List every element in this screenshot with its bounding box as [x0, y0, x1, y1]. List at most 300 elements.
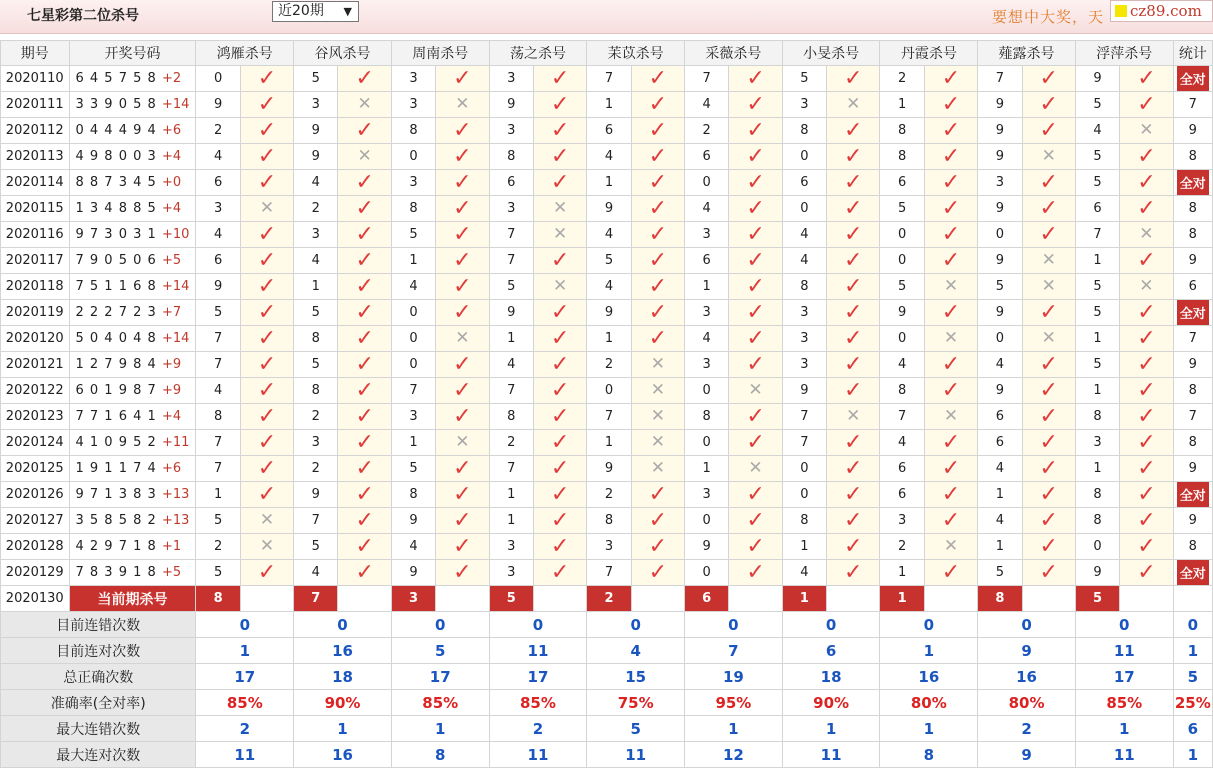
- period-cell: 2020110: [1, 66, 70, 92]
- kill-number-cell: 3: [685, 352, 729, 378]
- draw-plus-number: +5: [161, 565, 182, 580]
- draw-plus-number: +0: [161, 175, 182, 190]
- check-icon: ✓: [746, 91, 765, 117]
- result-mark-cell: [1022, 378, 1075, 404]
- check-icon: ✓: [648, 195, 668, 221]
- result-mark-cell: [533, 560, 586, 586]
- empty-cell: [1173, 586, 1212, 612]
- kill-number-cell: 3: [489, 66, 533, 92]
- check-icon: ✓: [844, 273, 863, 299]
- result-mark-cell: [1120, 300, 1173, 326]
- result-mark-cell: [436, 300, 489, 326]
- cross-icon: ✕: [455, 94, 470, 114]
- kill-number-cell: 1: [978, 534, 1022, 560]
- result-mark-cell: [338, 456, 391, 482]
- kill-number-cell: 7: [587, 66, 631, 92]
- result-mark-cell: [338, 300, 391, 326]
- check-icon: ✓: [257, 351, 277, 377]
- kill-number-cell: 1: [1075, 456, 1119, 482]
- check-icon: ✓: [941, 481, 961, 507]
- draw-digits: 7 9 0 5 0 6: [75, 253, 157, 268]
- summary-value: 11: [489, 638, 587, 664]
- result-mark-cell: [924, 456, 977, 482]
- kill-number-cell: 6: [978, 430, 1022, 456]
- summary-value: 1: [685, 716, 783, 742]
- check-icon: ✓: [550, 507, 570, 533]
- kill-number-cell: 0: [978, 222, 1022, 248]
- kill-number-cell: 7: [587, 404, 631, 430]
- check-icon: ✓: [648, 117, 668, 143]
- draw-plus-number: +10: [161, 227, 190, 242]
- header-expert: 采薇杀号: [685, 41, 783, 66]
- stat-cell: 8: [1173, 534, 1212, 560]
- result-mark-cell: [338, 430, 391, 456]
- check-icon: ✓: [355, 117, 374, 143]
- kill-number-cell: 8: [1075, 482, 1119, 508]
- draw-numbers-cell: [69, 118, 196, 144]
- check-icon: ✓: [648, 507, 668, 533]
- check-icon: ✓: [355, 533, 374, 559]
- kill-number-cell: 5: [1075, 274, 1119, 300]
- check-icon: ✓: [1039, 65, 1058, 91]
- site-logo[interactable]: [1110, 0, 1213, 22]
- draw-numbers-cell: [69, 430, 196, 456]
- kill-number-cell: 3: [782, 300, 826, 326]
- kill-number-cell: 4: [978, 508, 1022, 534]
- check-icon: ✓: [1039, 169, 1058, 195]
- kill-number-cell: 8: [391, 118, 435, 144]
- check-icon: ✓: [1137, 455, 1156, 481]
- draw-numbers-cell: [69, 66, 196, 92]
- summary-label: 最大连错次数: [1, 716, 196, 742]
- result-mark-cell: [533, 404, 586, 430]
- check-icon: ✓: [844, 429, 863, 455]
- stat-cell: 7: [1173, 92, 1212, 118]
- stat-cell: 7: [1173, 326, 1212, 352]
- kill-number-cell: 5: [978, 560, 1022, 586]
- draw-numbers-cell: [69, 144, 196, 170]
- result-mark-cell: [240, 170, 293, 196]
- draw-digits: 7 7 1 6 4 1: [75, 409, 157, 424]
- check-icon: ✓: [257, 403, 277, 429]
- stat-cell: 7: [1173, 404, 1212, 430]
- check-icon: ✓: [746, 507, 765, 533]
- kill-number-cell: 9: [587, 196, 631, 222]
- table-row: [1, 274, 1213, 300]
- check-icon: ✓: [1039, 429, 1058, 455]
- check-icon: ✓: [550, 91, 570, 117]
- result-mark-cell: [1120, 92, 1173, 118]
- kill-number-cell: 0: [685, 560, 729, 586]
- draw-digits: 0 4 4 4 9 4: [75, 123, 157, 138]
- current-kill-cell: [587, 586, 631, 612]
- current-kill-number: 5: [1076, 586, 1119, 611]
- header-expert: 谷风杀号: [294, 41, 392, 66]
- check-icon: ✓: [453, 221, 472, 247]
- result-mark-cell: [631, 404, 684, 430]
- current-period-cell: 2020130: [1, 586, 70, 612]
- result-mark-cell: [729, 560, 782, 586]
- draw-numbers-cell: [69, 404, 196, 430]
- period-cell: 2020120: [1, 326, 70, 352]
- draw-digits: 8 8 7 3 4 5: [75, 175, 157, 190]
- summary-label: 目前连错次数: [1, 612, 196, 638]
- kill-number-cell: 4: [782, 560, 826, 586]
- summary-value: 85%: [391, 690, 489, 716]
- all-correct-badge: 全对: [1177, 66, 1209, 91]
- result-mark-cell: [240, 430, 293, 456]
- kill-number-cell: 8: [782, 118, 826, 144]
- kill-number-cell: 5: [391, 222, 435, 248]
- summary-value: 0: [685, 612, 783, 638]
- check-icon: ✓: [1137, 65, 1156, 91]
- kill-number-cell: 9: [978, 118, 1022, 144]
- result-mark-cell: [729, 274, 782, 300]
- kill-number-cell: 6: [685, 144, 729, 170]
- result-mark-cell: [827, 430, 880, 456]
- result-mark-cell: [533, 482, 586, 508]
- kill-number-cell: 3: [489, 118, 533, 144]
- kill-number-cell: 9: [196, 274, 240, 300]
- kill-number-cell: 1: [196, 482, 240, 508]
- result-mark-cell: [924, 560, 977, 586]
- logo-text: cz89.com: [1130, 2, 1202, 20]
- check-icon: ✓: [746, 351, 765, 377]
- result-mark-cell: [533, 274, 586, 300]
- table-row: [1, 456, 1213, 482]
- current-period-row: [1, 586, 1213, 612]
- result-mark-cell: [631, 534, 684, 560]
- cross-icon: ✕: [650, 406, 665, 426]
- kill-number-cell: 4: [391, 274, 435, 300]
- period-cell: 2020124: [1, 430, 70, 456]
- kill-number-cell: 3: [489, 196, 533, 222]
- kill-number-cell: 4: [294, 560, 338, 586]
- draw-numbers-cell: [69, 352, 196, 378]
- summary-value: 85%: [1075, 690, 1173, 716]
- result-mark-cell: [1022, 274, 1075, 300]
- result-mark-cell: [338, 560, 391, 586]
- result-mark-cell: [729, 170, 782, 196]
- summary-label: 目前连对次数: [1, 638, 196, 664]
- kill-number-cell: 7: [978, 66, 1022, 92]
- draw-numbers-cell: [69, 196, 196, 222]
- cross-icon: ✕: [748, 458, 763, 478]
- result-mark-cell: [533, 508, 586, 534]
- result-mark-cell: [729, 222, 782, 248]
- kill-number-cell: 1: [1075, 378, 1119, 404]
- check-icon: ✓: [648, 533, 668, 559]
- result-mark-cell: [827, 222, 880, 248]
- result-mark-cell: [533, 300, 586, 326]
- result-mark-cell: [338, 482, 391, 508]
- check-icon: ✓: [355, 195, 374, 221]
- result-mark-cell: [436, 560, 489, 586]
- current-kill-number: 1: [880, 586, 923, 611]
- period-cell: 2020111: [1, 92, 70, 118]
- result-mark-cell: [631, 144, 684, 170]
- check-icon: ✓: [1137, 403, 1156, 429]
- kill-number-cell: 1: [880, 92, 924, 118]
- summary-row: [1, 612, 1213, 638]
- empty-cell: [1120, 586, 1173, 612]
- summary-value: 16: [294, 742, 392, 768]
- result-mark-cell: [1120, 326, 1173, 352]
- cross-icon: ✕: [1139, 224, 1154, 244]
- kill-number-cell: 4: [196, 222, 240, 248]
- check-icon: ✓: [941, 117, 961, 143]
- check-icon: ✓: [941, 507, 961, 533]
- result-mark-cell: [631, 352, 684, 378]
- top-bar: [0, 0, 1213, 34]
- check-icon: ✓: [453, 247, 472, 273]
- result-mark-cell: [436, 92, 489, 118]
- period-cell: 2020114: [1, 170, 70, 196]
- check-icon: ✓: [550, 455, 570, 481]
- result-mark-cell: [924, 378, 977, 404]
- result-mark-cell: [729, 352, 782, 378]
- draw-digits: 3 3 9 0 5 8: [75, 97, 157, 112]
- result-mark-cell: [827, 404, 880, 430]
- draw-digits: 3 5 8 5 8 2: [75, 513, 157, 528]
- result-mark-cell: [1120, 118, 1173, 144]
- check-icon: ✓: [941, 247, 961, 273]
- kill-number-cell: 3: [391, 66, 435, 92]
- check-icon: ✓: [453, 273, 472, 299]
- kill-number-cell: 4: [489, 352, 533, 378]
- result-mark-cell: [338, 144, 391, 170]
- kill-number-cell: 4: [391, 534, 435, 560]
- result-mark-cell: [240, 92, 293, 118]
- check-icon: ✓: [1137, 247, 1156, 273]
- check-icon: ✓: [550, 429, 570, 455]
- kill-number-cell: 3: [294, 222, 338, 248]
- kill-number-cell: 9: [880, 300, 924, 326]
- kill-number-cell: 8: [294, 378, 338, 404]
- check-icon: ✓: [1137, 91, 1156, 117]
- summary-value: 15: [587, 664, 685, 690]
- result-mark-cell: [1120, 560, 1173, 586]
- check-icon: ✓: [746, 403, 765, 429]
- check-icon: ✓: [844, 351, 863, 377]
- kill-number-cell: 2: [196, 118, 240, 144]
- kill-number-cell: 7: [782, 430, 826, 456]
- result-mark-cell: [1120, 66, 1173, 92]
- result-mark-cell: [338, 404, 391, 430]
- kill-number-cell: 3: [685, 222, 729, 248]
- period-cell: 2020122: [1, 378, 70, 404]
- current-kill-cell: [782, 586, 826, 612]
- draw-digits: 1 9 1 1 7 4: [75, 461, 157, 476]
- result-mark-cell: [631, 66, 684, 92]
- draw-numbers-cell: [69, 508, 196, 534]
- kill-number-cell: 3: [782, 352, 826, 378]
- kill-number-cell: 6: [587, 118, 631, 144]
- kill-number-cell: 7: [391, 378, 435, 404]
- result-mark-cell: [338, 326, 391, 352]
- empty-cell: [631, 586, 684, 612]
- period-cell: 2020112: [1, 118, 70, 144]
- result-mark-cell: [827, 144, 880, 170]
- kill-number-cell: 9: [391, 508, 435, 534]
- check-icon: ✓: [746, 429, 765, 455]
- draw-plus-number: +13: [161, 487, 190, 502]
- kill-number-cell: 3: [978, 170, 1022, 196]
- cross-icon: ✕: [650, 380, 665, 400]
- check-icon: ✓: [550, 247, 570, 273]
- result-mark-cell: [729, 430, 782, 456]
- result-mark-cell: [1120, 274, 1173, 300]
- period-select[interactable]: [272, 1, 359, 22]
- check-icon: ✓: [941, 65, 961, 91]
- kill-number-cell: 1: [489, 482, 533, 508]
- result-mark-cell: [240, 508, 293, 534]
- result-mark-cell: [631, 508, 684, 534]
- period-cell: 2020116: [1, 222, 70, 248]
- summary-value: 8: [391, 742, 489, 768]
- kill-number-cell: 4: [685, 196, 729, 222]
- kill-number-cell: 4: [782, 222, 826, 248]
- result-mark-cell: [436, 196, 489, 222]
- check-icon: ✓: [1039, 299, 1058, 325]
- result-mark-cell: [924, 430, 977, 456]
- period-cell: 2020119: [1, 300, 70, 326]
- result-mark-cell: [729, 118, 782, 144]
- check-icon: ✓: [355, 351, 374, 377]
- table-row: [1, 560, 1213, 586]
- kill-number-cell: 2: [587, 352, 631, 378]
- result-mark-cell: [1120, 404, 1173, 430]
- check-icon: ✓: [453, 455, 472, 481]
- summary-value: 8: [880, 742, 978, 768]
- kill-number-cell: 8: [489, 404, 533, 430]
- summary-value: 0: [489, 612, 587, 638]
- cross-icon: ✕: [552, 276, 568, 296]
- result-mark-cell: [338, 196, 391, 222]
- summary-value: 17: [489, 664, 587, 690]
- result-mark-cell: [827, 118, 880, 144]
- cross-icon: ✕: [552, 198, 568, 218]
- check-icon: ✓: [257, 273, 277, 299]
- result-mark-cell: [1022, 118, 1075, 144]
- result-mark-cell: [924, 118, 977, 144]
- result-mark-cell: [533, 456, 586, 482]
- result-mark-cell: [827, 92, 880, 118]
- result-mark-cell: [729, 92, 782, 118]
- kill-number-cell: 5: [782, 66, 826, 92]
- kill-number-cell: 6: [196, 248, 240, 274]
- cross-icon: ✕: [650, 432, 665, 452]
- draw-numbers-cell: [69, 222, 196, 248]
- kill-number-cell: 9: [1075, 66, 1119, 92]
- check-icon: ✓: [257, 117, 277, 143]
- summary-stat: 6: [1173, 716, 1212, 742]
- kill-number-cell: 9: [587, 300, 631, 326]
- summary-value: 17: [391, 664, 489, 690]
- draw-digits: 9 7 1 3 8 3: [75, 487, 157, 502]
- kill-number-cell: 0: [685, 508, 729, 534]
- check-icon: ✓: [550, 325, 570, 351]
- result-mark-cell: [729, 66, 782, 92]
- result-mark-cell: [631, 92, 684, 118]
- result-mark-cell: [729, 144, 782, 170]
- draw-plus-number: +6: [161, 123, 182, 138]
- check-icon: ✓: [1137, 325, 1156, 351]
- slogan-banner[interactable]: 要想中大奖，天: [992, 8, 1105, 26]
- kill-number-cell: 4: [880, 352, 924, 378]
- result-mark-cell: [1120, 430, 1173, 456]
- check-icon: ✓: [844, 65, 863, 91]
- check-icon: ✓: [1137, 429, 1156, 455]
- kill-number-cell: 9: [978, 196, 1022, 222]
- kill-number-cell: 6: [880, 170, 924, 196]
- header-expert: 鸿雁杀号: [196, 41, 294, 66]
- draw-plus-number: +14: [161, 97, 190, 112]
- result-mark-cell: [827, 378, 880, 404]
- stat-cell: [1173, 170, 1212, 196]
- table-row: [1, 482, 1213, 508]
- result-mark-cell: [827, 560, 880, 586]
- kill-number-cell: 1: [978, 482, 1022, 508]
- cross-icon: ✕: [943, 536, 959, 556]
- table-row: [1, 378, 1213, 404]
- check-icon: ✓: [746, 195, 765, 221]
- all-correct-badge: 全对: [1177, 170, 1209, 195]
- kill-number-cell: 0: [685, 430, 729, 456]
- cross-icon: ✕: [455, 328, 470, 348]
- header-expert: 丹霞杀号: [880, 41, 978, 66]
- kill-number-cell: 6: [685, 248, 729, 274]
- check-icon: ✓: [648, 221, 668, 247]
- header-expert: 浮萍杀号: [1075, 41, 1173, 66]
- check-icon: ✓: [550, 481, 570, 507]
- kill-number-cell: 3: [587, 534, 631, 560]
- result-mark-cell: [1022, 560, 1075, 586]
- check-icon: ✓: [355, 403, 374, 429]
- summary-label: 总正确次数: [1, 664, 196, 690]
- kill-number-cell: 7: [1075, 222, 1119, 248]
- check-icon: ✓: [257, 455, 277, 481]
- summary-value: 18: [782, 664, 880, 690]
- summary-row: [1, 690, 1213, 716]
- result-mark-cell: [240, 378, 293, 404]
- check-icon: ✓: [257, 429, 277, 455]
- check-icon: ✓: [844, 169, 863, 195]
- result-mark-cell: [924, 404, 977, 430]
- draw-digits: 9 7 3 0 3 1: [75, 227, 157, 242]
- result-mark-cell: [240, 144, 293, 170]
- kill-number-cell: 4: [294, 170, 338, 196]
- summary-value: 2: [978, 716, 1076, 742]
- current-kill-cell: [880, 586, 924, 612]
- kill-number-cell: 9: [978, 378, 1022, 404]
- kill-number-cell: 7: [196, 326, 240, 352]
- summary-value: 1: [391, 716, 489, 742]
- draw-numbers-cell: [69, 274, 196, 300]
- summary-value: 11: [1075, 742, 1173, 768]
- stat-cell: [1173, 482, 1212, 508]
- kill-number-cell: 5: [587, 248, 631, 274]
- check-icon: ✓: [648, 299, 668, 325]
- result-mark-cell: [533, 378, 586, 404]
- result-mark-cell: [240, 534, 293, 560]
- check-icon: ✓: [550, 351, 570, 377]
- result-mark-cell: [1022, 170, 1075, 196]
- result-mark-cell: [533, 248, 586, 274]
- kill-number-cell: 8: [685, 404, 729, 430]
- kill-number-cell: 9: [782, 378, 826, 404]
- kill-number-table: [0, 40, 1213, 768]
